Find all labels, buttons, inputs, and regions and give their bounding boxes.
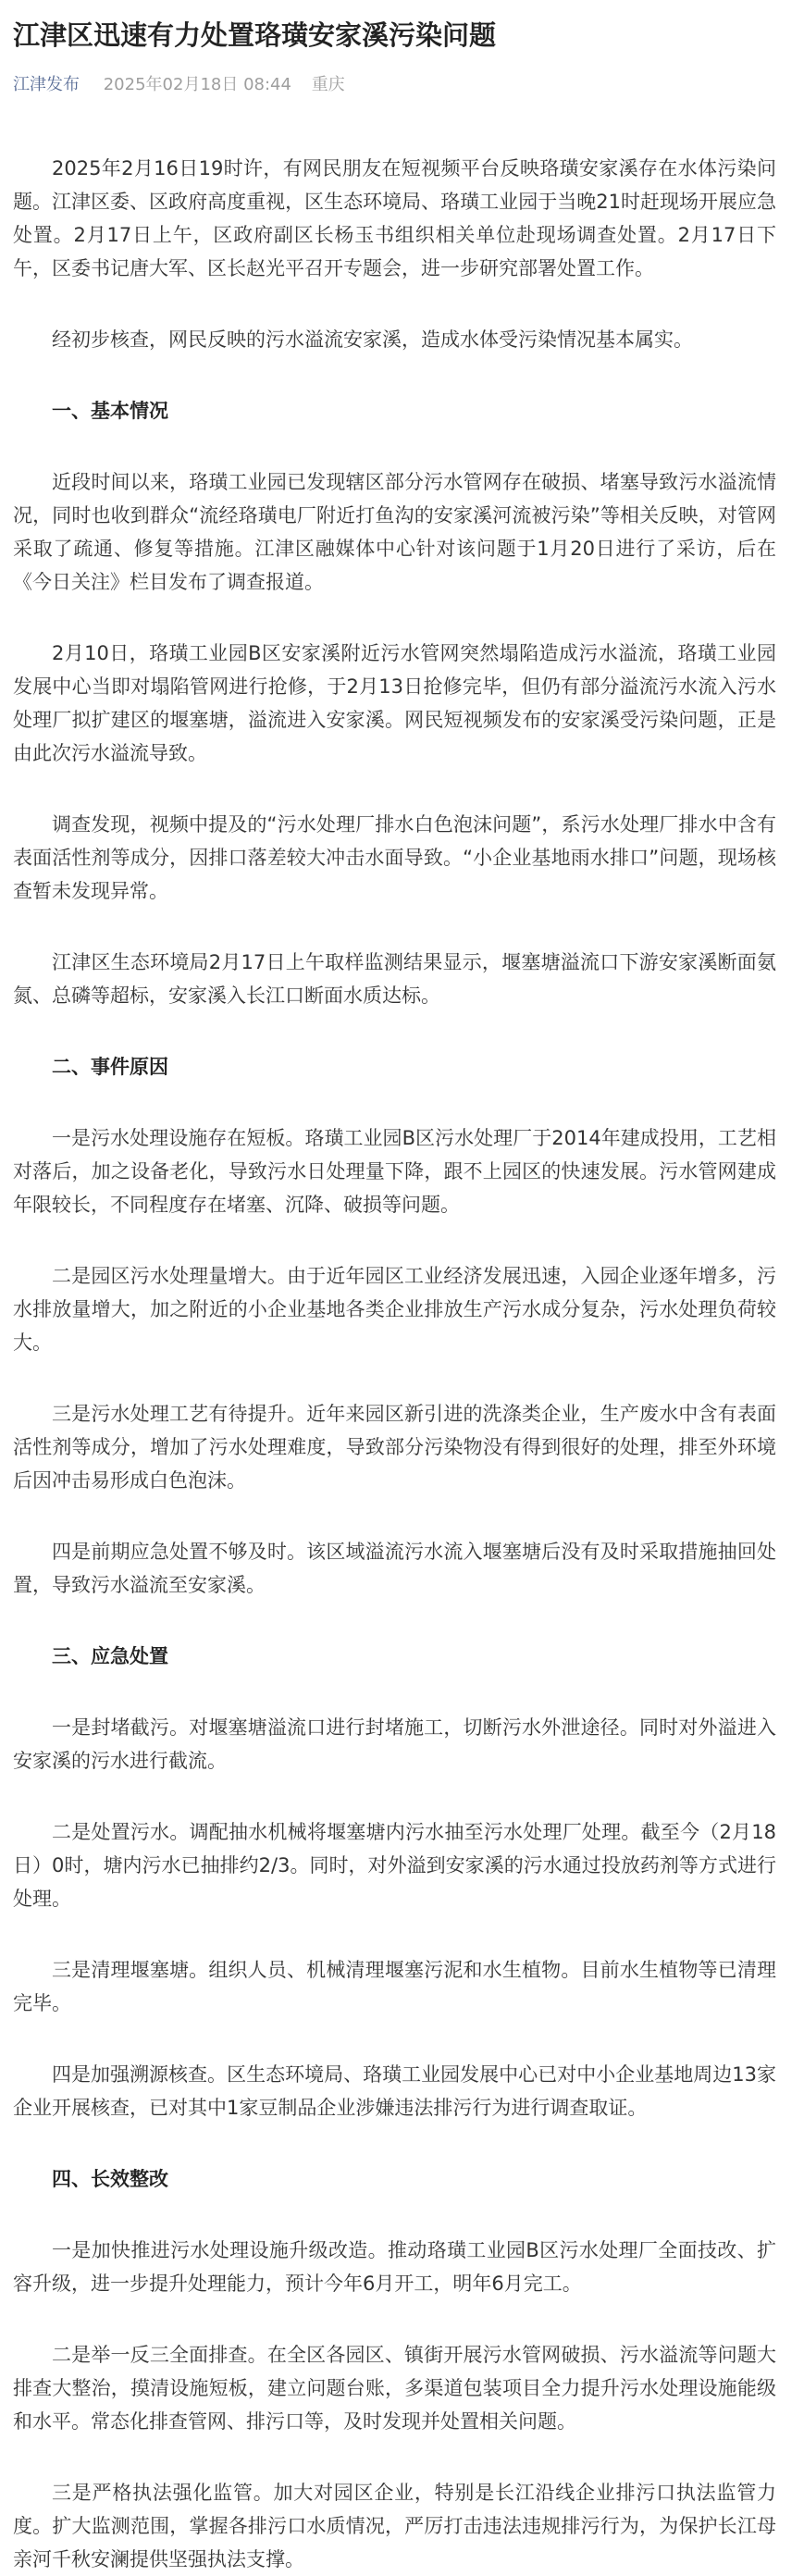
paragraph: 经初步核查，网民反映的污水溢流安家溪，造成水体受污染情况基本属实。 bbox=[52, 328, 693, 351]
paragraph: 四是前期应急处置不够及时。该区域溢流污水流入堰塞塘后没有及时采取措施抽回处置，导致污水溢流至安家溪。 bbox=[13, 1541, 776, 1596]
article-title: 江津区迅速有力处置珞璜安家溪污染问题 bbox=[13, 19, 497, 51]
paragraph: 二是举一反三全面排查。在全区各园区、镇街开展污水管网破损、污水溢流等问题大排查大整治，摸清设施短板，建立问题台账，多渠道包装项目全力提升污水处理设施能级和水平。常态化排查管网、排污口等，及时发现并处置相关问题。 bbox=[13, 2344, 776, 2433]
paragraph: 一是加快推进污水处理设施升级改造。推动珞璜工业园B区污水处理厂全面技改、扩容升级，进一步提升处理能力，预计今年6月开工，明年6月完工。 bbox=[13, 2239, 776, 2295]
paragraph: 三是严格执法强化监管。加大对园区企业，特别是长江沿线企业排污口执法监管力度。扩大监测范围，掌握各排污口水质情况，严厉打击违法违规排污行为，为保护长江母亲河千秋安澜提供坚强执法支撑。 bbox=[13, 2482, 776, 2570]
paragraph: 三是清理堰塞塘。组织人员、机械清理堰塞污泥和水生植物。目前水生植物等已清理完毕。 bbox=[13, 1959, 776, 2014]
section-heading: 四、长效整改 bbox=[52, 2168, 168, 2190]
publish-location: 重庆 bbox=[311, 75, 345, 94]
paragraph: 四是加强溯源核查。区生态环境局、珞璜工业园发展中心已对中小企业基地周边13家企业开展核查，已对其中1家豆制品企业涉嫌违法排污行为进行调查取证。 bbox=[13, 2063, 776, 2119]
paragraph: 三是污水处理工艺有待提升。近年来园区新引进的洗涤类企业，生产废水中含有表面活性剂等成分，增加了污水处理难度，导致部分污染物没有得到很好的处理，排至外环境后因冲击易形成白色泡沫。 bbox=[13, 1403, 776, 1492]
publish-datetime: 2025年02月18日 08:44 bbox=[103, 75, 291, 94]
section-heading: 二、事件原因 bbox=[52, 1056, 168, 1078]
paragraph: 一是封堵截污。对堰塞塘溢流口进行封堵施工，切断污水外泄途径。同时对外溢进入安家溪的污水进行截流。 bbox=[13, 1716, 776, 1772]
paragraph: 一是污水处理设施存在短板。珞璜工业园B区污水处理厂于2014年建成投用，工艺相对落后，加之设备老化，导致污水日处理量下降，跟不上园区的快速发展。污水管网建成年限较长，不同程度存在堵塞、沉降、破损等问题。 bbox=[13, 1127, 776, 1216]
source-account-link[interactable]: 江津发布 bbox=[13, 75, 80, 94]
paragraph: 二是园区污水处理量增大。由于近年园区工业经济发展迅速，入园企业逐年增多，污水排放量增大，加之附近的小企业基地各类企业排放生产污水成分复杂，污水处理负荷较大。 bbox=[13, 1265, 776, 1354]
article-meta bbox=[13, 74, 776, 96]
article-body bbox=[13, 152, 776, 2576]
paragraph: 二是处置污水。调配抽水机械将堰塞塘内污水抽至污水处理厂处理。截至今（2月18日）0时，塘内污水已抽排约2/3。同时，对外溢到安家溪的污水通过投放药剂等方式进行处理。 bbox=[13, 1821, 776, 1910]
paragraph: 江津区生态环境局2月17日上午取样监测结果显示，堰塞塘溢流口下游安家溪断面氨氮、总磷等超标，安家溪入长江口断面水质达标。 bbox=[13, 951, 776, 1007]
paragraph: 2025年2月16日19时许，有网民朋友在短视频平台反映珞璜安家溪存在水体污染问题。江津区委、区政府高度重视，区生态环境局、珞璜工业园于当晚21时赶现场开展应急处置。2月17日上午，区政府副区长杨玉书组织相关单位赴现场调查处置。2月17日下午，区委书记唐大军、区长赵光平召开专题会，进一步研究部署处置工作。 bbox=[13, 157, 776, 279]
paragraph: 近段时间以来，珞璜工业园已发现辖区部分污水管网存在破损、堵塞导致污水溢流情况，同时也收到群众“流经珞璜电厂附近打鱼沟的安家溪河流被污染”等相关反映，对管网采取了疏通、修复等措施。江津区融媒体中心针对该问题于1月20日进行了采访，后在《今日关注》栏目发布了调查报道。 bbox=[13, 471, 776, 593]
section-heading: 三、应急处置 bbox=[52, 1645, 168, 1667]
paragraph: 调查发现，视频中提及的“污水处理厂排水白色泡沫问题”，系污水处理厂排水中含有表面活性剂等成分，因排口落差较大冲击水面导致。“小企业基地雨水排口”问题，现场核查暂未发现异常。 bbox=[13, 813, 776, 902]
section-heading: 一、基本情况 bbox=[52, 400, 168, 422]
paragraph: 2月10日，珞璜工业园B区安家溪附近污水管网突然塌陷造成污水溢流，珞璜工业园发展中心当即对塌陷管网进行抢修，于2月13日抢修完毕，但仍有部分溢流污水流入污水处理厂拟扩建区的堰塞塘，溢流进入安家溪。网民短视频发布的安家溪受污染问题，正是由此次污水溢流导致。 bbox=[13, 642, 776, 764]
